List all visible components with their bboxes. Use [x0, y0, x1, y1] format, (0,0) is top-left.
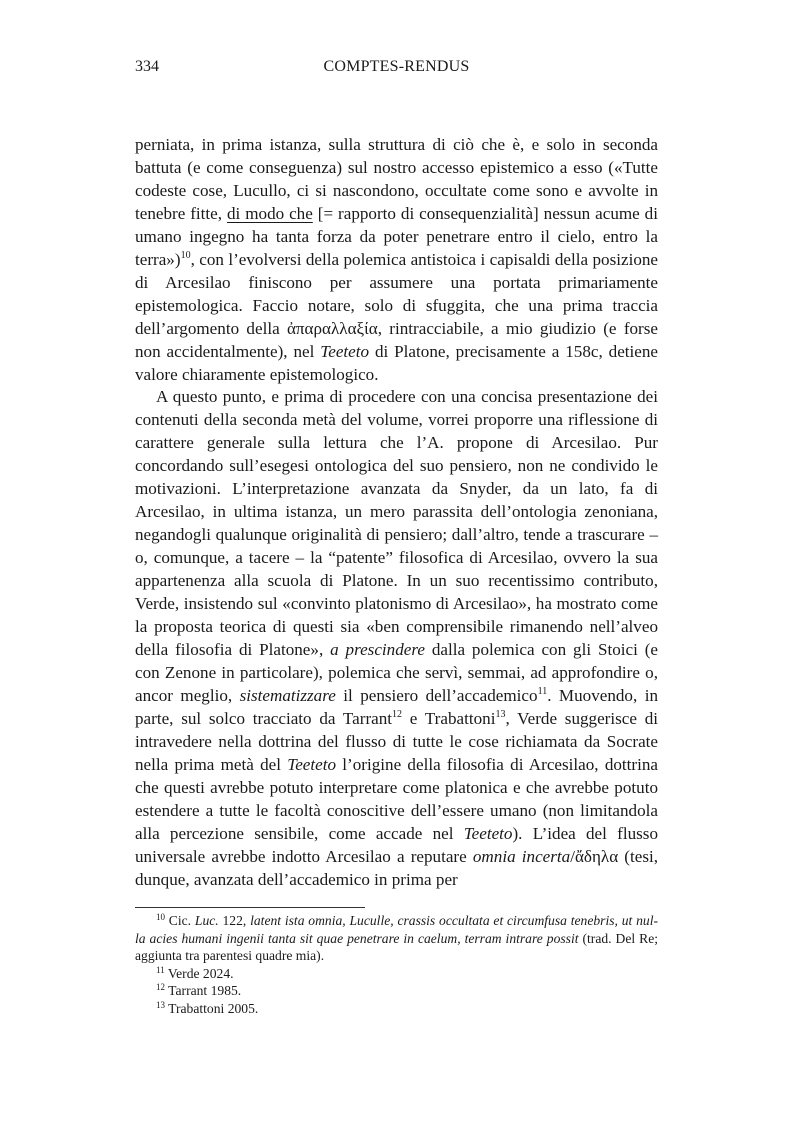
- paragraph-2: [135, 386, 658, 891]
- italic-title-teeteto: Teeteto: [320, 341, 370, 361]
- footnote-12: [135, 982, 658, 1000]
- text-run: il pensiero dell’accademico: [335, 685, 538, 705]
- text-run: /ἄδηλα (tesi, dunque, avanzata dell’accademico in prima per: [135, 846, 659, 889]
- italic-a-prescindere: a prescindere: [330, 639, 425, 659]
- paragraph-1: [135, 134, 658, 386]
- footnote-number: 10: [156, 912, 165, 922]
- footnote-ref-11[interactable]: 11: [537, 685, 548, 697]
- text-run: Cic.: [165, 913, 195, 928]
- text-run: 122,: [218, 913, 251, 928]
- text-run: ). L’idea del flusso universale avrebbe indotto Arcesilao a reputare: [135, 823, 658, 866]
- footnote-separator: [135, 907, 365, 908]
- text-run: , Verde suggerisce di intravedere nella dottrina del flusso di tutte le cose richiamata da Socrate nella prima metà del: [135, 708, 659, 774]
- footnote-number: 13: [156, 999, 165, 1010]
- running-head: [135, 58, 658, 80]
- italic-omnia-incerta: omnia incerta: [472, 846, 571, 866]
- footnote-number: 11: [156, 964, 165, 975]
- text-run: di Platone, precisamente a 158c, detiene valore chiaramente epistemologico.: [135, 341, 659, 384]
- italic-sistematizzare: sistematizzare: [239, 685, 336, 705]
- text-run: perniata, in prima istanza, sulla struttura di ciò che è, e solo in seconda battuta (e come conseguenza) sul nostro accesso epistemico a esso («Tutte codeste cose, Lucullo, ci si nascondono, occultate come sono e avvolte in tenebre fitte,: [135, 135, 658, 223]
- text-run: A questo punto, e prima di procedere con una concisa presentazione dei contenuti della seconda metà del volume, vorrei proporre una riflessione di carattere generale sulla lettura che l’A. propone di Arcesilao. Pur concordando sull’esegesi ontologica del suo pensiero, non ne condivido le motivazioni. L’interpretazione avanzata da Snyder, da un lato, fa di Arcesilao, in ultima istanza, un mero parassita dell’ontologia zenoniana, negandogli qualunque originalità di pensiero; dall’altro, tende a trascurare – o, comunque, a tacere – la “patente” filosofica di Arcesilao, ovvero la sua appartenenza alla scuola di Platone. In un suo recentissimo contributo, Verde, insistendo sul «convinto platonismo di Arcesilao», ha mostrato come la proposta teorica di questi sia «ben comprensibile rimanendo nell’alveo della filosofia di Platone»,: [135, 387, 658, 659]
- footnote-13: [135, 1000, 658, 1018]
- text-run: dalla polemica con gli Stoici (e con Zenone in particolare), polemica che servì, semmai, ad approfondire o, ancor meglio,: [135, 639, 658, 705]
- text-run: (trad. Del Re; aggiunta tra parentesi quadre mia).: [135, 930, 659, 964]
- body-text: [135, 134, 658, 891]
- text-run: Verde 2024.: [164, 965, 234, 981]
- text-run: [= rapporto di consequenzialità] nessun acume di umano ingegno ha tanta forza da poter penetrare entro il cielo, entro la terra»): [135, 203, 658, 269]
- footnote-ref-10[interactable]: 10: [180, 249, 191, 261]
- underlined-phrase: di modo che: [226, 203, 313, 223]
- footnote-number: 12: [156, 982, 165, 993]
- running-title: COMPTES-RENDUS: [323, 58, 470, 75]
- footnotes: [135, 912, 658, 1018]
- text-run: Trabattoni 2005.: [165, 1000, 259, 1016]
- footnote-11: [135, 965, 658, 983]
- italic-title-teeteto: Teeteto: [463, 823, 513, 843]
- italic-latin-quote: latent ista omnia, Luculle, crassis occultata et circumfusa tenebris, ut nulla acies humani ingenii tanta sit quae penetrare in caelum, terram intrare possit: [135, 913, 659, 946]
- text-run: Tarrant 1985.: [165, 983, 242, 999]
- footnote-10: [135, 912, 658, 965]
- text-run: . Muovendo, in parte, sul solco tracciato da Tarrant: [135, 685, 658, 728]
- text-run: e Trabattoni: [402, 708, 496, 728]
- footnote-ref-12[interactable]: 12: [392, 708, 403, 720]
- text-run: l’origine della filosofia di Arcesilao, dottrina che questi avrebbe potuto interpretare come platonica e che avrebbe potuto estendere a tutte le facoltà conoscitive dell’essere umano (non limitandola alla percezione sensibile, come accade nel: [135, 754, 658, 843]
- text-run: , con l’evolversi della polemica antistoica i capisaldi della posizione di Arcesilao finiscono per assumere una portata primariamente epistemologica. Faccio notare, solo di sfuggita, che una prima traccia dell’argomento della ἀπαραλλαξία, rintracciabile, a mio giudizio (e forse non accidentalmente), nel: [135, 249, 658, 361]
- italic-title-teeteto: Teeteto: [287, 754, 337, 774]
- italic-luc: Luc.: [194, 913, 219, 928]
- page-number: 334: [135, 58, 159, 75]
- footnote-ref-13[interactable]: 13: [495, 708, 506, 720]
